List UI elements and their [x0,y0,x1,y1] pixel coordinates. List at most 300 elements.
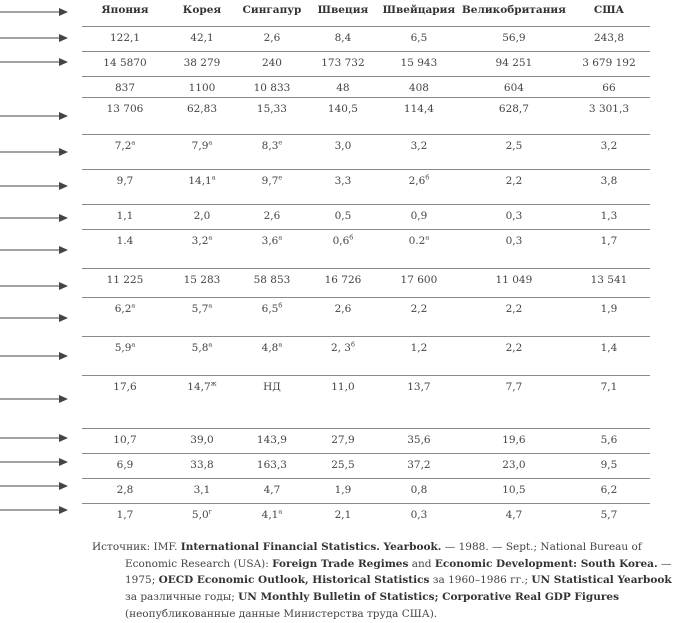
table-cell [82,298,168,337]
footnote-mark: а [425,233,430,242]
cell-value: 2,6 [263,210,281,222]
table-cell [378,479,460,504]
cell-value: 42,1 [190,32,214,44]
arrow-icon [0,456,68,468]
cell-value: 5,9 [114,342,132,354]
footnote-mark: а [278,233,283,242]
cell-value: 35,6 [407,434,431,446]
footnote-mark: а [131,340,136,349]
cell-value: 7,2 [114,140,132,152]
source-text: — 1975; [125,557,672,587]
cell-value: 3,0 [334,140,352,152]
column-header: Великобритания [460,0,568,27]
table-cell [308,454,378,479]
cell-value: 0,6 [332,235,350,247]
table-cell [460,52,568,77]
table-cell [168,77,236,98]
arrow-icon [0,32,68,44]
footnote-mark: а [278,340,283,349]
footnote-mark: б [278,301,283,310]
row-arrows [0,0,80,520]
cell-value: 3 679 192 [582,57,636,69]
cell-value: 2, 3 [330,342,351,354]
data-table [82,0,650,530]
table-cell [378,170,460,205]
table-cell [378,27,460,52]
table-cell [236,27,308,52]
cell-value: 3,2 [410,140,428,152]
table-cell [568,98,650,135]
table-cell [568,429,650,454]
table-cell [308,269,378,298]
table-cell [308,479,378,504]
cell-value: 11 049 [495,274,533,286]
table-cell [568,77,650,98]
cell-value: 0.2 [408,235,426,247]
cell-value: 37,2 [407,459,431,471]
source-title: OECD Economic Outlook, Historical Statistics [158,574,430,587]
table-cell [82,98,168,135]
cell-value: 27,9 [331,434,355,446]
cell-value: 15 943 [400,57,438,69]
table-cell [82,337,168,376]
cell-value: 1,4 [600,342,618,354]
cell-value: 3,6 [261,235,279,247]
source-text: (неопубликованные данные Министерства труда США). [125,607,438,620]
table-cell [568,298,650,337]
cell-value: 5,8 [191,342,209,354]
cell-value: 6,2 [600,484,618,496]
cell-value: 62,83 [186,103,217,115]
cell-value: 240 [261,57,282,69]
table-row [82,337,650,376]
table-cell [236,98,308,135]
cell-value: 7,1 [600,381,618,393]
table-cell [236,454,308,479]
cell-value: 5,7 [191,303,209,315]
table-cell [460,135,568,170]
table-cell [460,205,568,230]
table-cell [82,454,168,479]
arrow-icon [0,244,68,256]
table-cell [168,98,236,135]
cell-value: 66 [602,82,616,94]
cell-value: 3,2 [600,140,618,152]
column-header: Сингапур [236,0,308,27]
table-cell [82,479,168,504]
table-cell [82,230,168,269]
table-row [82,135,650,170]
table-cell [378,376,460,429]
table-row [82,298,650,337]
footnote-mark: а [208,301,213,310]
source-text: and [408,557,435,570]
cell-value: 140,5 [327,103,358,115]
cell-value: 17,6 [113,381,137,393]
table-cell [460,479,568,504]
footnote-mark: а [208,233,213,242]
cell-value: 173 732 [321,57,365,69]
table-cell [236,135,308,170]
table-row [82,376,650,429]
source-label: Источник: [92,541,151,553]
source-title: UN Statistical Yearbook [531,574,672,587]
arrow-icon [0,6,68,18]
cell-value: 1,7 [600,235,618,247]
cell-value: 10,5 [502,484,526,496]
cell-value: 2,2 [410,303,428,315]
table-row [82,98,650,135]
arrow-icon [0,110,68,122]
table-cell [378,337,460,376]
footnote-mark: б [425,173,430,182]
cell-value: 9,7 [116,175,134,187]
table-row [82,230,650,269]
table-cell [308,376,378,429]
column-header: Швеция [308,0,378,27]
cell-value: 2,2 [505,342,523,354]
cell-value: 2,8 [116,484,134,496]
cell-value: 11 225 [106,274,144,286]
cell-value: 1,2 [410,342,428,354]
arrow-icon [0,212,68,224]
table-cell [378,205,460,230]
table-cell [168,170,236,205]
table-cell [568,337,650,376]
table-cell [168,230,236,269]
footnote-mark: б [351,340,355,349]
table-cell [236,170,308,205]
table-cell [308,205,378,230]
table-cell [82,135,168,170]
cell-value: 3,2 [191,235,209,247]
table-cell [568,52,650,77]
table-cell [460,27,568,52]
cell-value: 163,3 [256,459,287,471]
cell-value: 2,6 [408,175,426,187]
table-cell [236,205,308,230]
cell-value: 1,7 [116,509,134,521]
table-cell [378,504,460,531]
table-cell [82,376,168,429]
table-row [82,77,650,98]
table-cell [168,298,236,337]
column-header: США [568,0,650,27]
cell-value: 14,7 [187,381,211,393]
column-header: Япония [82,0,168,27]
table-cell [168,454,236,479]
cell-value: 6,9 [116,459,134,471]
table-cell [236,269,308,298]
cell-value: 2,0 [193,210,211,222]
cell-value: 7,9 [191,140,209,152]
table-cell [308,429,378,454]
table-cell [308,98,378,135]
table-cell [236,429,308,454]
table-cell [460,170,568,205]
cell-value: 10,7 [113,434,137,446]
table-cell [236,376,308,429]
arrow-icon [0,432,68,444]
table-header-row [82,0,650,27]
arrow-icon [0,350,68,362]
table-cell [308,52,378,77]
table-cell [460,298,568,337]
table-cell [378,269,460,298]
table-cell [168,269,236,298]
arrow-icon [0,393,68,405]
table-cell [82,52,168,77]
cell-value: 1100 [188,82,216,94]
footnote-mark: ж [210,379,217,388]
source-title: International Financial Statistics. Yearbook. [180,541,442,553]
table-cell [378,98,460,135]
table-cell [378,77,460,98]
arrow-icon [0,180,68,192]
cell-value: 4,7 [505,509,523,521]
table-row [82,205,650,230]
source-title: Foreign Trade Regimes [272,557,409,570]
arrow-icon [0,504,68,516]
cell-value: 3,8 [600,175,618,187]
table-cell [168,376,236,429]
footnote-mark: г [208,507,213,516]
table-cell [168,337,236,376]
cell-value: 243,8 [593,32,624,44]
table-cell [168,479,236,504]
source-text: — 1988. — Sept.; National Bureau of Economic Research (USA): [125,541,642,570]
cell-value: 25,5 [331,459,355,471]
table-cell [82,77,168,98]
cell-value: 15,33 [256,103,287,115]
cell-value: 3,1 [193,484,211,496]
footnote-mark: а [278,507,283,516]
table-row [82,52,650,77]
cell-value: 10 833 [253,82,291,94]
cell-value: 33,8 [190,459,214,471]
arrow-icon [0,312,68,324]
table-cell [236,298,308,337]
cell-value: 1,3 [600,210,618,222]
cell-value: 143,9 [256,434,287,446]
arrow-icon [0,56,68,68]
cell-value: 4,7 [263,484,281,496]
table-cell [236,52,308,77]
cell-value: 13 706 [106,103,144,115]
cell-value: 4,8 [261,342,279,354]
cell-value: 19,6 [502,434,526,446]
cell-value: 5,7 [600,509,618,521]
table-cell [568,135,650,170]
table-cell [460,269,568,298]
cell-value: 114,4 [403,103,434,115]
cell-value: 14 5870 [103,57,147,69]
cell-value: 604 [503,82,524,94]
cell-value: 6,2 [114,303,132,315]
cell-value: 1,1 [116,210,134,222]
cell-value: 1.4 [116,235,134,247]
cell-value: 0,3 [410,509,428,521]
arrow-icon [0,280,68,292]
table-cell [568,205,650,230]
table-cell [460,376,568,429]
table-cell [568,230,650,269]
table-cell [82,27,168,52]
table-cell [236,337,308,376]
table-cell [378,298,460,337]
table-cell [378,52,460,77]
table-cell [168,135,236,170]
table-cell [568,27,650,52]
table-cell [308,77,378,98]
cell-value: 9,5 [600,459,618,471]
table-cell [460,337,568,376]
cell-value: 38 279 [183,57,221,69]
table-cell [236,504,308,531]
cell-value: 837 [114,82,136,94]
table-cell [378,429,460,454]
column-header: Корея [168,0,236,27]
table-row [82,170,650,205]
cell-value: 2,6 [334,303,352,315]
cell-value: 15 283 [183,274,221,286]
cell-value: 58 853 [253,274,291,286]
table-cell [378,230,460,269]
table-cell [568,170,650,205]
cell-value: 2,1 [334,509,352,521]
table-cell [460,429,568,454]
cell-value: 0,3 [505,210,523,222]
table-cell [568,376,650,429]
cell-value: 2,6 [263,32,281,44]
cell-value: 14,1 [188,175,212,187]
cell-value: 0,3 [505,235,523,247]
cell-value: 9,7 [261,175,279,187]
table-cell [168,504,236,531]
cell-value: 628,7 [498,103,529,115]
cell-value: 7,7 [505,381,523,393]
table-cell [168,429,236,454]
table-cell [168,52,236,77]
cell-value: 16 726 [324,274,362,286]
cell-value: 4,1 [261,509,279,521]
table-cell [568,504,650,531]
table-cell [568,479,650,504]
cell-value: 8,3 [261,140,279,152]
table-cell [308,170,378,205]
cell-value: 3,3 [334,175,352,187]
source-note [92,539,681,623]
table-cell [378,135,460,170]
cell-value: 13,7 [407,381,431,393]
footnote-mark: а [208,138,213,147]
cell-value: 2,5 [505,140,523,152]
cell-value: 8,4 [334,32,352,44]
table-cell [236,479,308,504]
table-cell [168,205,236,230]
cell-value: 5,6 [600,434,618,446]
table-cell [82,504,168,531]
footnote-mark: а [131,138,136,147]
table-row [82,27,650,52]
table-cell [82,269,168,298]
cell-value: 1,9 [600,303,618,315]
arrow-icon [0,480,68,492]
table-cell [460,98,568,135]
footnote-mark: а [208,340,213,349]
table-cell [308,504,378,531]
table-cell [236,77,308,98]
cell-value: НД [263,381,281,393]
cell-value: 13 541 [590,274,628,286]
source-text: IMF. [150,541,181,553]
table-cell [308,27,378,52]
cell-value: 2,2 [505,175,523,187]
table-row [82,504,650,531]
table-cell [568,454,650,479]
table-cell [460,454,568,479]
table-cell [308,337,378,376]
table-cell [82,205,168,230]
table-cell [460,504,568,531]
footnote-mark: а [131,301,136,310]
source-title: UN Monthly Bulletin of Statistics; Corporative Real GDP Figures [238,591,619,604]
cell-value: 5,0 [191,509,209,521]
table-cell [308,230,378,269]
table-cell [568,269,650,298]
cell-value: 6,5 [261,303,279,315]
table-cell [378,454,460,479]
footnote-mark: б [349,233,354,242]
cell-value: 6,5 [410,32,428,44]
table-cell [82,429,168,454]
column-header: Швейцария [378,0,460,27]
cell-value: 122,1 [109,32,141,44]
table-cell [308,135,378,170]
arrow-icon [0,146,68,158]
cell-value: 23,0 [502,459,526,471]
cell-value: 48 [336,82,350,94]
table-cell [82,170,168,205]
footnote-mark: е [278,138,283,147]
cell-value: 56,9 [502,32,526,44]
cell-value: 408 [408,82,429,94]
cell-value: 17 600 [400,274,438,286]
table-cell [236,230,308,269]
table-row [82,479,650,504]
cell-value: 0,5 [334,210,352,222]
table-row [82,454,650,479]
table-cell [308,298,378,337]
source-text: за 1960–1986 гг.; [429,574,532,587]
footnote-mark: а [211,173,216,182]
source-text: за различные годы; [125,591,239,604]
cell-value: 3 301,3 [588,103,629,115]
table-cell [460,77,568,98]
cell-value: 11,0 [331,381,355,393]
cell-value: 1,9 [334,484,352,496]
table-cell [168,27,236,52]
source-title: Economic Development: South Korea. [434,557,658,570]
cell-value: 0,8 [410,484,428,496]
footnote-mark: е [278,173,283,182]
table-row [82,429,650,454]
cell-value: 94 251 [495,57,533,69]
cell-value: 2,2 [505,303,523,315]
table-row [82,269,650,298]
table-cell [460,230,568,269]
cell-value: 0,9 [410,210,428,222]
